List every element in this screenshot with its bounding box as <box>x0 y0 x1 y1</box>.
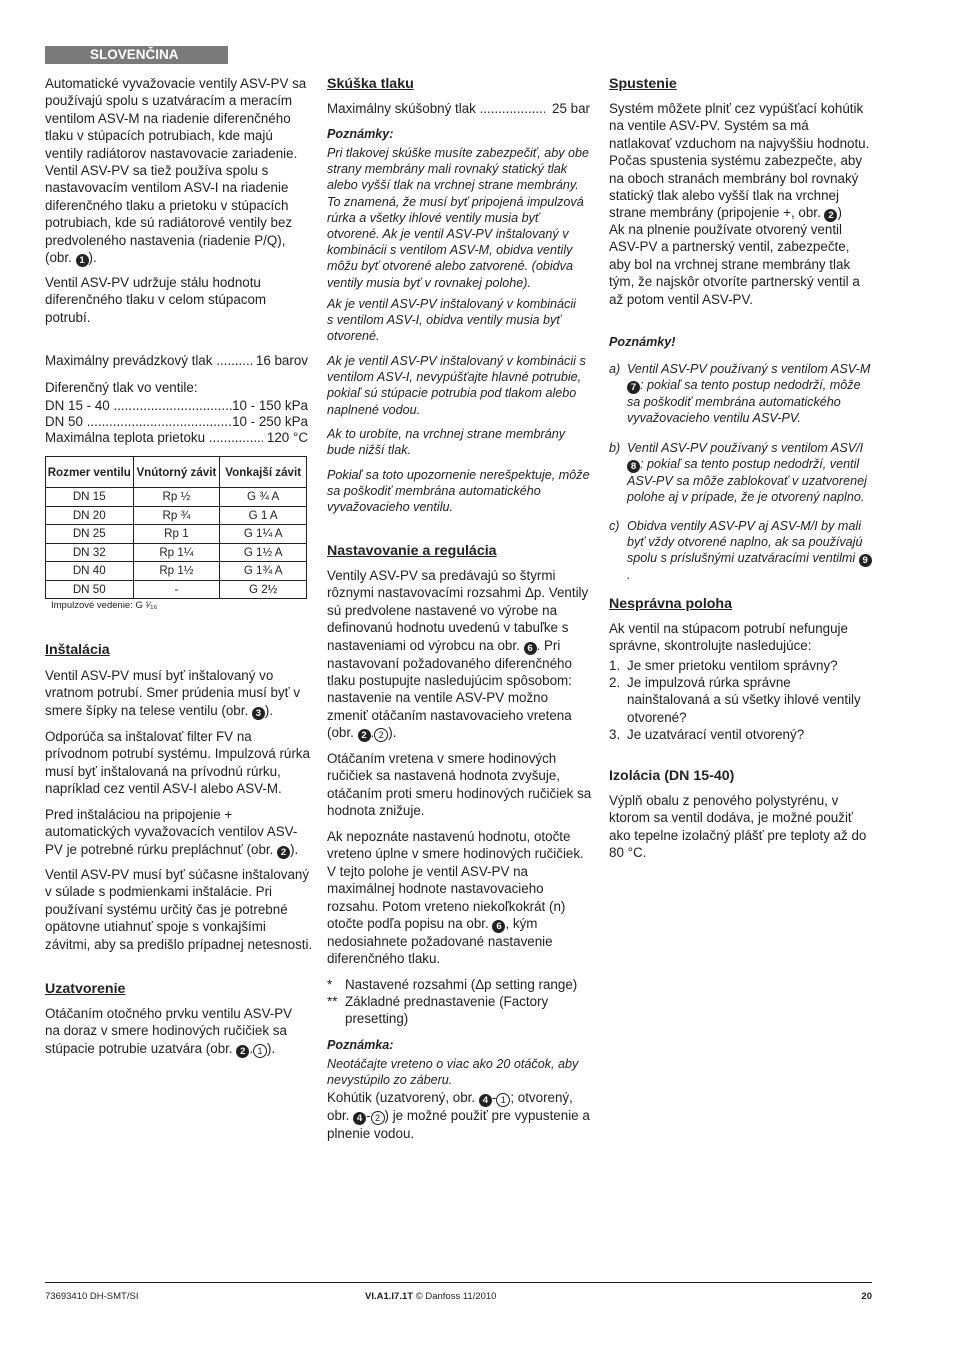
table-cell: Rp ¾ <box>133 506 220 525</box>
circled-number-icon: 2 <box>371 1111 385 1125</box>
notes-heading: Poznámky! <box>609 335 676 349</box>
figure-ref-icon: 4 <box>353 1112 366 1125</box>
figure-ref-icon: 2 <box>358 729 371 742</box>
spec-max-test-pressure: Maximálny skúšobný tlak ..... 25 bar <box>327 100 590 117</box>
footnote-1: * Nastavené rozsahmi (Δp setting range) <box>327 977 578 992</box>
table-cell: G 1¾ A <box>220 562 307 581</box>
wrong-position-paragraph: Ak ventil na stúpacom potrubí nefunguje správne, skontrolujte nasledujúce: <box>609 621 848 654</box>
install-paragraph-4: Ventil ASV-PV musí byť súčasne inštalovaný v súlade s podmienkami inštalácie. Pri používaní systému určitý čas je potrebné opätovne utiahnuť spoje s vonkajšími závitmi, aby sa predišlo prípadnej netesnosti. <box>45 867 313 952</box>
table-row <box>46 525 307 544</box>
intro-paragraph-1: Automatické vyvažovacie ventily ASV-PV sa používajú spolu s uzatváracím a meracím ventilom ASV-M na riadenie diferenčného tlaku v stúpacích potrubiach, kde majú ventily radiátorov nastavovacie zariadenie. Ventil ASV-PV sa tiež používa spolu s nastavovacím ventilom ASV-I na riadenie diferenčného tlaku a prietoku v stúpacích potrubiach, kde sú radiátorové ventily bez predvoleného nastavenia (riadenie P/Q), (obr. 1 ). <box>45 76 307 267</box>
figure-ref-icon: 3 <box>252 707 265 720</box>
table-row <box>46 488 307 507</box>
install-paragraph-2: Odporúča sa inštalovať filter FV na prívodnom potrubí systému. Impulzová rúrka musí byť inštalovaná na prívodnú rúrku, napríklad cez ventil ASV-I alebo ASV-M. <box>45 729 310 797</box>
figure-ref-icon: 9 <box>859 554 872 567</box>
note-item-c: c) Obidva ventily ASV-PV aj ASV-M/I by mali byť vždy otvorené naplno, ak sa používajú spolu s príslušnými uzatváracími ventilmi 9. <box>609 518 874 584</box>
note-heading: Poznámka: <box>327 1038 394 1052</box>
setting-paragraph-1: Ventily ASV-PV sa predávajú so štyrmi rôznymi nastavovacími rozsahmi Δp. Ventily sú predvolene nastavené vo výrobe na definovanú hodnotu uvedenú v tabuľke s nastaveniami od výrobcu na obr. 6 . Pri nastavovaní požadovaného diferenčného tlaku postupujte nasledujúcim spôsobom: nastavenie na ventile ASV-PV možno zmeniť otáčaním nastavovacieho vretena (obr. 2 . 2 ). <box>327 568 589 742</box>
intro-paragraph-2: Ventil ASV-PV udržuje stálu hodnotu diferenčného tlaku v celom stúpacom potrubí. <box>45 275 267 325</box>
table-row <box>46 562 307 581</box>
table-cell: Rp 1 <box>133 525 220 544</box>
note-item-b: b) Ventil ASV-PV používaný s ventilom ASV/I 8 : pokiaľ sa tento postup nedodrží, ventil ASV-PV sa môže zablokovať v uzatvorenej polohe aj v prípade, že je otvorený naplno. <box>609 441 867 505</box>
section-title-insulation: Izolácia (DN 15-40) <box>609 768 735 784</box>
drain-tap-paragraph: Kohútik (uzatvorený, obr. 4 - 1 ; otvorený, obr. 4 - 2 ) je možné použiť pre vypustenie a plnenie vodou. <box>327 1090 590 1141</box>
table-row <box>46 580 307 599</box>
test-note-5: Pokiaľ sa toto upozornenie nerešpektuje, môže sa poškodiť membrána automatického vyvažovacieho ventilu. <box>327 468 590 515</box>
figure-ref-icon: 6 <box>492 920 505 933</box>
table-cell: G 1½ A <box>220 543 307 562</box>
section-title-startup: Spustenie <box>609 76 677 92</box>
table-cell: G 1¼ A <box>220 525 307 544</box>
section-title-setting: Nastavovanie a regulácia <box>327 543 497 559</box>
table-cell: Rp 1½ <box>133 562 220 581</box>
language-tag: SLOVENČINA <box>45 46 228 64</box>
section-title-pressure-test: Skúška tlaku <box>327 76 414 92</box>
doc-number: 73693410 DH-SMT/SI <box>45 1291 139 1302</box>
figure-ref-icon: 1 <box>76 254 89 267</box>
figure-ref-icon: 7 <box>627 381 640 394</box>
circled-number-icon: 1 <box>496 1093 510 1107</box>
note-item-a: a) Ventil ASV-PV používaný s ventilom ASV-M 7 : pokiaľ sa tento postup nedodrží, môže sa poškodiť membrána automatického vyvažovacieho ventilu ASV-PV. <box>609 362 871 426</box>
page-number: 20 <box>861 1291 872 1302</box>
test-note-3: Ak je ventil ASV-PV inštalovaný v kombinácii s ventilom ASV-I, nevypúšťajte hlavné potrubie, pokiaľ sú stúpacie potrubia pod tlakom alebo naplnené vodou. <box>327 354 586 417</box>
section-title-closing: Uzatvorenie <box>45 981 126 997</box>
setting-paragraph-3: Ak nepoznáte nastavenú hodnotu, otočte vreteno úplne v smere hodinových ručičiek. V tejto polohe je ventil ASV-PV na maximálnej hodnote nastavovacieho rozsahu. Potom vreteno niekoľkokrát (n) otočte podľa popisu na obr. 6 , kým nedosiahnete požadované nastavenie diferenčného tlaku. <box>327 829 584 967</box>
table-cell: DN 40 <box>46 562 134 581</box>
figure-ref-icon: 6 <box>524 642 537 655</box>
table-cell: DN 15 <box>46 488 134 507</box>
notes-heading: Poznámky: <box>327 127 394 141</box>
size-table <box>45 456 307 599</box>
table-header: Vnútorný závit <box>133 457 220 488</box>
table-cell: Rp 1¼ <box>133 543 220 562</box>
table-header: Vonkajší závit <box>220 457 307 488</box>
list-item: 1. Je smer prietoku ventilom správny? <box>609 658 838 673</box>
circled-number-icon: 2 <box>374 728 388 742</box>
test-note-2: Ak je ventil ASV-PV inštalovaný v kombinácii s ventilom ASV-I, obidva ventily musia byť otvorené. <box>327 297 576 344</box>
list-item: 2. Je impulzová rúrka správne nainštalovaná a sú všetky ihlové ventily otvorené? <box>609 675 861 725</box>
table-header-row <box>46 457 307 488</box>
table-cell: - <box>133 580 220 599</box>
table-note: Impulzové vedenie: G ¹⁄₁₆ <box>51 600 158 611</box>
insulation-paragraph: Výplň obalu z penového polystyrénu, v ktorom sa ventil dodáva, je možné použiť ako tepelne izolačný plášť pre teploty až do 80 °C. <box>609 793 867 861</box>
doc-code: VI.A1.I7.1T © Danfoss 11/2010 <box>365 1291 497 1302</box>
install-paragraph-3: Pred inštaláciou na pripojenie + automatických vyvažovacích ventilov ASV-PV je potrebné rúrku prepláchnuť (obr. 2 ). <box>45 807 299 858</box>
figure-ref-icon: 4 <box>479 1094 492 1107</box>
table-cell: DN 20 <box>46 506 134 525</box>
test-note-1: Pri tlakovej skúške musíte zabezpečiť, aby obe strany membrány mali rovnaký statický tlak alebo vyšší tlak na vrchnej strane membrány. To znamená, že musí byť pripojená impulzová rúrka a všetky ihlové ventily musia byť otvorené. Ak je ventil ASV-PV inštalovaný v kombinácii s ventilom ASV-M, obidva ventily môžu byť otvorené alebo zatvorené. (obidva ventily musia byť v rovnakej polohe). <box>327 146 590 290</box>
startup-paragraph-2: Ak na plnenie používate otvorený ventil ASV-PV a partnerský ventil, zabezpečte, aby bol na vrchnej strane membrány tlak tým, že najskôr otvoríte partnerský ventil a až potom ventil ASV-PV. <box>609 222 860 307</box>
table-cell: G 1 A <box>220 506 307 525</box>
table-cell: DN 25 <box>46 525 134 544</box>
table-cell: G 2½ <box>220 580 307 599</box>
list-item: 3. Je uzatvárací ventil otvorený? <box>609 727 805 742</box>
table-cell: G ¾ A <box>220 488 307 507</box>
setting-paragraph-2: Otáčaním vretena v smere hodinových ručičiek sa nastavená hodnota zvyšuje, otáčaním proti smeru hodinových ručičiek sa hodnota znižuje. <box>327 751 592 819</box>
figure-ref-icon: 2 <box>277 846 290 859</box>
spec-dn15: DN 15 - 40 ..... 10 - 150 kPa <box>45 397 308 414</box>
spec-dn50: DN 50 ..... 10 - 250 kPa <box>45 413 308 430</box>
table-cell: DN 50 <box>46 580 134 599</box>
table-header: Rozmer ventilu <box>46 457 134 488</box>
footnote-2: ** Základné prednastavenie (Factory presetting) <box>327 994 549 1027</box>
figure-ref-icon: 2 <box>236 1045 249 1058</box>
spec-dp-label: Diferenčný tlak vo ventile: <box>45 380 198 395</box>
section-title-installation: Inštalácia <box>45 642 110 658</box>
page-footer <box>45 1282 872 1302</box>
install-paragraph-1: Ventil ASV-PV musí byť inštalovaný vo vratnom potrubí. Smer prúdenia musí byť v smere šípky na telese ventilu (obr. 3 ). <box>45 668 301 719</box>
table-cell: DN 32 <box>46 543 134 562</box>
figure-ref-icon: 2 <box>824 209 837 222</box>
section-title-wrong-position: Nesprávna poloha <box>609 596 732 612</box>
spec-max-temp: Maximálna teplota prietoku ..... 120 °C <box>45 429 308 446</box>
closing-paragraph: Otáčaním otočného prvku ventilu ASV-PV na doraz v smere hodinových ručičiek sa stúpacie potrubie uzatvára (obr. 2 . 1 ). <box>45 1006 293 1057</box>
table-cell: Rp ½ <box>133 488 220 507</box>
startup-paragraph-1: Systém môžete plniť cez vypúšťací kohútik na ventile ASV-PV. Systém sa má natlakovať vzduchom na najvyššiu hodnotu. Počas spustenia systému zabezpečte, aby na oboch stranách membrány bol rovnaký statický tlak alebo vyšší tlak na vrchnej strane membrány (pripojenie +, obr. 2 ) <box>609 101 870 222</box>
circled-number-icon: 1 <box>253 1044 267 1058</box>
spec-max-pressure: Maximálny prevádzkový tlak ..... 16 barov <box>45 352 308 369</box>
table-row <box>46 506 307 525</box>
test-note-4: Ak to urobíte, na vrchnej strane membrány bude nižší tlak. <box>327 427 565 458</box>
setting-note: Neotáčajte vreteno o viac ako 20 otáčok, aby nevystúpilo zo záberu. <box>327 1057 579 1088</box>
figure-ref-icon: 8 <box>627 460 640 473</box>
table-row <box>46 543 307 562</box>
